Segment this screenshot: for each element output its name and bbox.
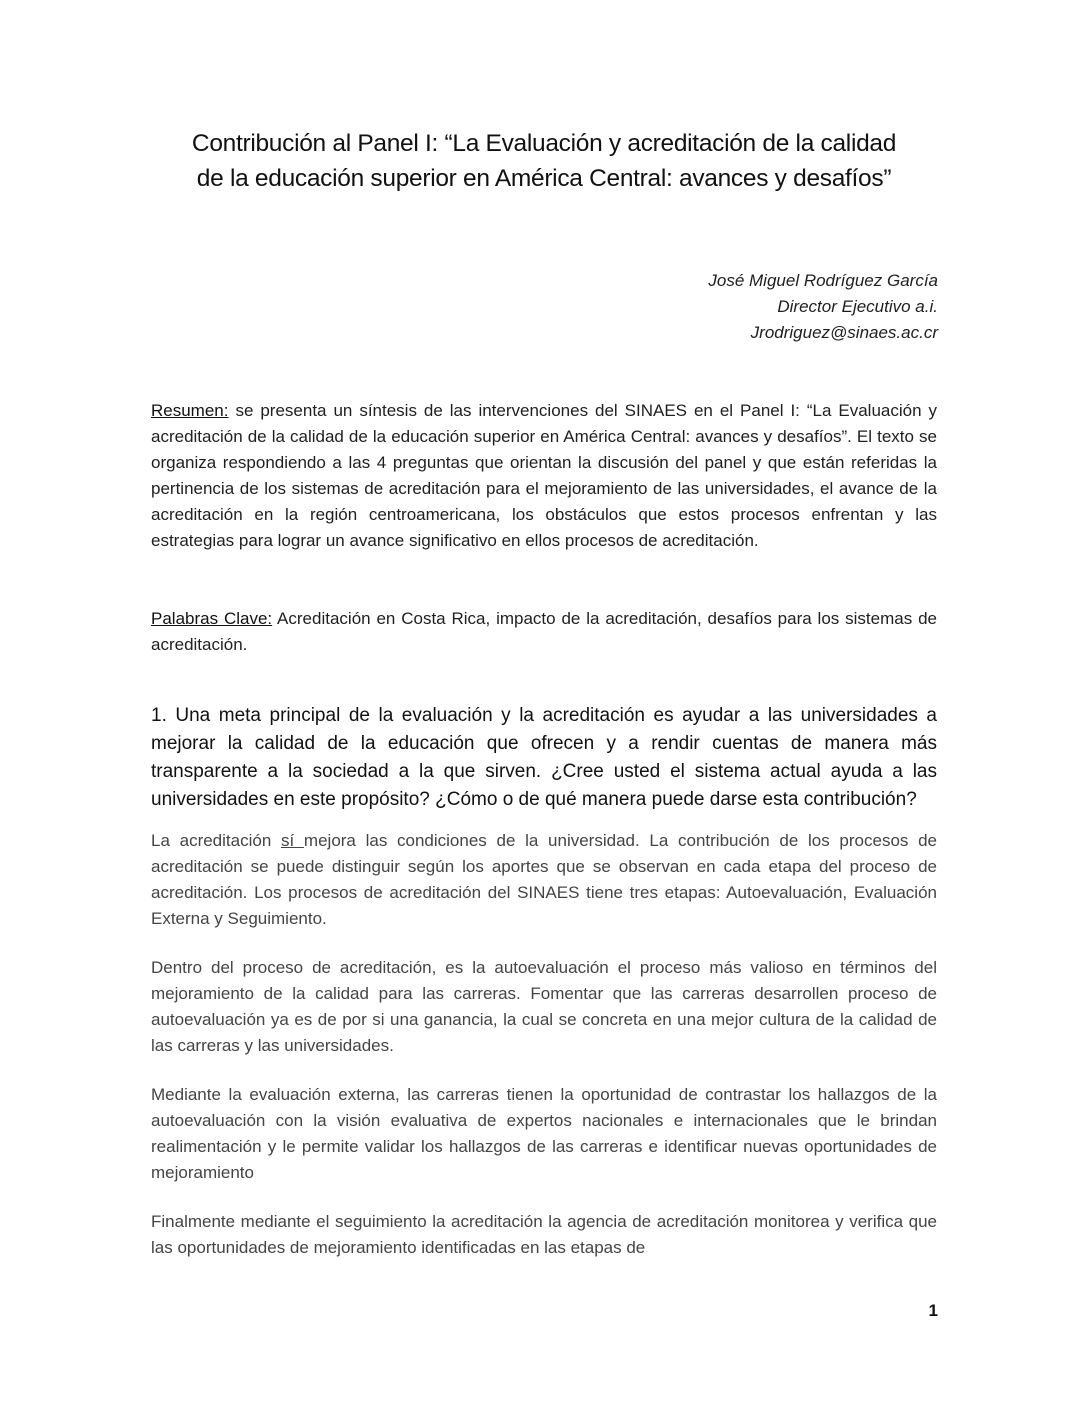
body-paragraph-2: Dentro del proceso de acreditación, es la autoevaluación el proceso más valioso en términos del mejoramiento de la calidad para las carreras. Fomentar que las carreras desarrollen proceso de autoevaluación ya es de por si una ganancia, la cual se concreta en una mejor cultura de la calidad de las carreras y las universidades. [151,958,937,1055]
body-paragraph-4: Finalmente mediante el seguimiento la acreditación la agencia de acreditación monitorea y verifica que las oportunidades de mejoramiento identificadas en las etapas de [151,1212,937,1257]
title-line-1: Contribución al Panel I: “La Evaluación y acreditación de la calidad [191,130,897,157]
paragraph-1-after: mejora las condiciones de la universidad. La contribución de los procesos de acreditación se puede distinguir según los aportes que se observan en cada etapa del proceso de acreditación. Los procesos de acreditación del SINAES tiene tres etapas: Autoevaluación, Evaluación Externa y Seguimiento. [151,831,938,928]
keywords-text: Acreditación en Costa Rica, impacto de la acreditación, desafíos para los sistemas de acreditación. [151,609,937,654]
author-email: Jrodriguez@sinaes.ac.cr [750,323,938,342]
title-line-2: de la educación superior en América Central: avances y desafíos” [196,165,892,192]
keywords-label: Palabras Clave: [151,609,273,628]
author-name: José Miguel Rodríguez García [708,271,938,290]
paragraph-1-before: La acreditación [151,831,281,850]
abstract-text: se presenta un síntesis de las intervenciones del SINAES en el Panel I: “La Evaluación y acreditación de la calidad de la educación superior en América Central: avances y desafíos”. El texto se organiza respondiendo a las 4 preguntas que orientan la discusión del panel y que están referidas la pertinencia de los sistemas de acreditación para el mejoramiento de las universidades, el avance de la acreditación en la región centroamericana, los obstáculos que estos procesos enfrentan y las estrategias para lograr un avance significativo en ellos procesos de acreditación. [151,401,937,550]
abstract-paragraph [151,398,937,554]
paragraph-1-emphasis: sí [280,831,304,850]
keywords-paragraph [151,606,937,658]
page-number: 1 [928,1301,938,1320]
author-role: Director Ejecutivo a.i. [777,297,938,316]
author-block [708,268,938,346]
question-1-heading: 1. Una meta principal de la evaluación y la acreditación es ayudar a las universidades a mejorar la calidad de la educación que ofrecen y a rendir cuentas de manera más transparente a la sociedad a la que sirven. ¿Cree usted el sistema actual ayuda a las universidades en este propósito? ¿Cómo o de qué manera puede darse esta contribución? [151,705,937,810]
body-paragraph-3: Mediante la evaluación externa, las carreras tienen la oportunidad de contrastar los hallazgos de la autoevaluación con la visión evaluativa de expertos nacionales e internacionales que le brindan realimentación y le permite validar los hallazgos de las carreras e identificar nuevas oportunidades de mejoramiento [151,1085,937,1182]
body-paragraph-1 [151,828,937,932]
abstract-label: Resumen: [151,401,229,420]
document-title [120,126,968,196]
